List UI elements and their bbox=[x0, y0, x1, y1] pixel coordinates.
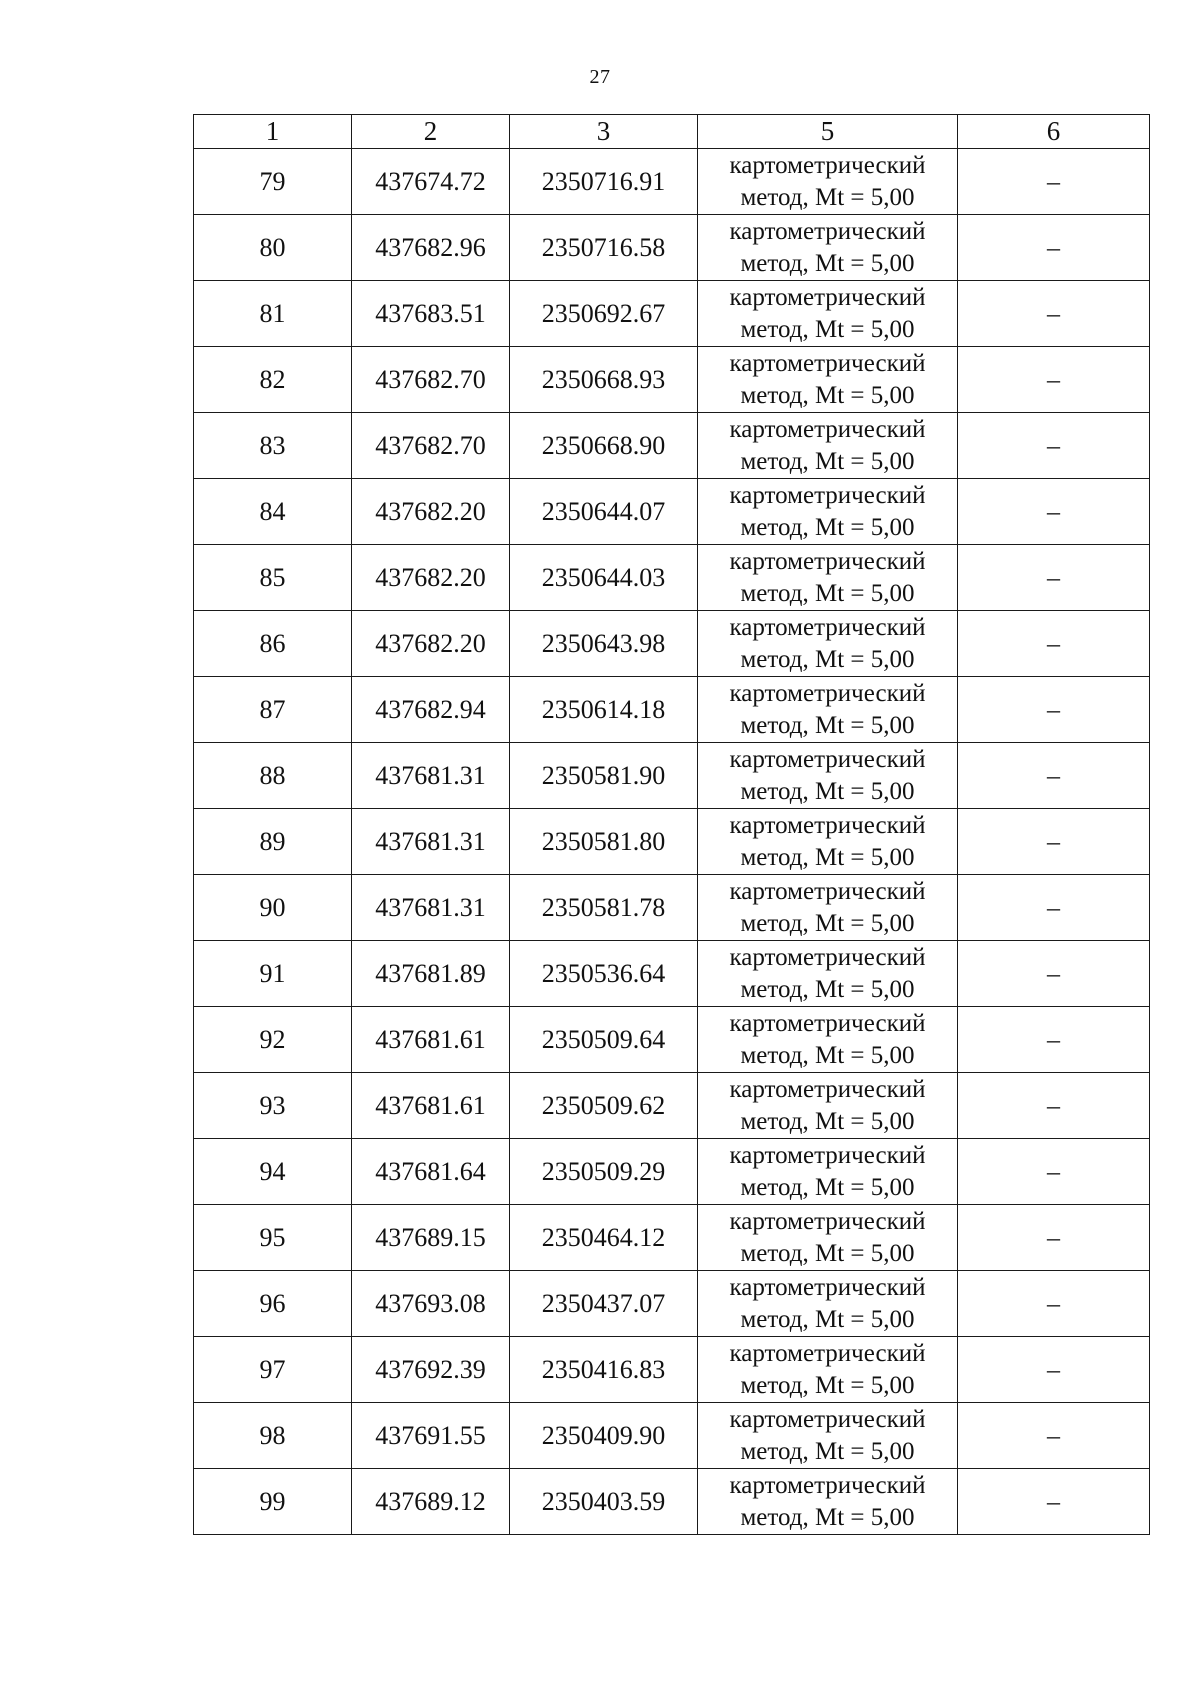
table-row bbox=[194, 1073, 1150, 1139]
point-number: 92 bbox=[194, 1007, 352, 1073]
method-cell bbox=[698, 149, 958, 215]
table-row bbox=[194, 1139, 1150, 1205]
method-cell bbox=[698, 1337, 958, 1403]
column-6-value: – bbox=[958, 1469, 1150, 1535]
point-number: 91 bbox=[194, 941, 352, 1007]
coordinate-y: 2350509.62 bbox=[510, 1073, 698, 1139]
point-number: 96 bbox=[194, 1271, 352, 1337]
table-row bbox=[194, 1403, 1150, 1469]
point-number: 97 bbox=[194, 1337, 352, 1403]
method-line-2: метод, Mt = 5,00 bbox=[740, 1107, 915, 1135]
method-cell bbox=[698, 1403, 958, 1469]
method-line-2: метод, Mt = 5,00 bbox=[740, 975, 915, 1003]
page-number: 27 bbox=[589, 66, 611, 88]
point-number: 79 bbox=[194, 149, 352, 215]
coordinate-x: 437682.20 bbox=[352, 611, 510, 677]
coordinate-x: 437681.61 bbox=[352, 1073, 510, 1139]
table-row bbox=[194, 611, 1150, 677]
method-cell bbox=[698, 215, 958, 281]
coordinate-x: 437682.70 bbox=[352, 413, 510, 479]
point-number: 87 bbox=[194, 677, 352, 743]
column-6-value: – bbox=[958, 149, 1150, 215]
header-col-6: 6 bbox=[958, 115, 1150, 149]
method-line-2: метод, Mt = 5,00 bbox=[740, 711, 915, 739]
column-6-value: – bbox=[958, 1403, 1150, 1469]
method-line-2: метод, Mt = 5,00 bbox=[740, 843, 915, 871]
method-line-1: картометрический bbox=[729, 1207, 926, 1235]
method-line-1: картометрический bbox=[729, 283, 926, 311]
method-line-1: картометрический bbox=[729, 481, 926, 509]
header-col-1: 1 bbox=[194, 115, 352, 149]
coordinate-x: 437682.20 bbox=[352, 479, 510, 545]
method-line-1: картометрический bbox=[729, 745, 926, 773]
method-line-1: картометрический bbox=[729, 1273, 926, 1301]
point-number: 83 bbox=[194, 413, 352, 479]
method-line-2: метод, Mt = 5,00 bbox=[740, 513, 915, 541]
coordinate-x: 437681.89 bbox=[352, 941, 510, 1007]
column-6-value: – bbox=[958, 479, 1150, 545]
column-6-value: – bbox=[958, 611, 1150, 677]
method-line-1: картометрический bbox=[729, 349, 926, 377]
column-6-value: – bbox=[958, 1139, 1150, 1205]
column-6-value: – bbox=[958, 1205, 1150, 1271]
coordinate-y: 2350437.07 bbox=[510, 1271, 698, 1337]
method-line-2: метод, Mt = 5,00 bbox=[740, 447, 915, 475]
point-number: 90 bbox=[194, 875, 352, 941]
coordinate-x: 437674.72 bbox=[352, 149, 510, 215]
table-row bbox=[194, 743, 1150, 809]
point-number: 88 bbox=[194, 743, 352, 809]
method-line-1: картометрический bbox=[729, 1009, 926, 1037]
point-number: 82 bbox=[194, 347, 352, 413]
method-cell bbox=[698, 809, 958, 875]
point-number: 86 bbox=[194, 611, 352, 677]
method-line-2: метод, Mt = 5,00 bbox=[740, 1305, 915, 1333]
table-row bbox=[194, 875, 1150, 941]
coordinate-x: 437681.31 bbox=[352, 875, 510, 941]
coordinate-y: 2350643.98 bbox=[510, 611, 698, 677]
method-cell bbox=[698, 347, 958, 413]
coordinate-x: 437682.96 bbox=[352, 215, 510, 281]
column-6-value: – bbox=[958, 743, 1150, 809]
point-number: 99 bbox=[194, 1469, 352, 1535]
coordinate-x: 437681.31 bbox=[352, 809, 510, 875]
method-cell bbox=[698, 1469, 958, 1535]
coordinate-y: 2350416.83 bbox=[510, 1337, 698, 1403]
method-line-2: метод, Mt = 5,00 bbox=[740, 183, 915, 211]
method-line-2: метод, Mt = 5,00 bbox=[740, 777, 915, 805]
method-line-2: метод, Mt = 5,00 bbox=[740, 315, 915, 343]
method-line-2: метод, Mt = 5,00 bbox=[740, 249, 915, 277]
header-col-5: 5 bbox=[698, 115, 958, 149]
coordinate-x: 437681.61 bbox=[352, 1007, 510, 1073]
method-line-1: картометрический bbox=[729, 613, 926, 641]
method-line-1: картометрический bbox=[729, 679, 926, 707]
method-line-1: картометрический bbox=[729, 1405, 926, 1433]
method-line-1: картометрический bbox=[729, 1075, 926, 1103]
coordinate-y: 2350668.90 bbox=[510, 413, 698, 479]
point-number: 93 bbox=[194, 1073, 352, 1139]
header-col-2: 2 bbox=[352, 115, 510, 149]
coordinate-y: 2350403.59 bbox=[510, 1469, 698, 1535]
header-row bbox=[194, 115, 1150, 149]
column-6-value: – bbox=[958, 1271, 1150, 1337]
coordinate-y: 2350581.80 bbox=[510, 809, 698, 875]
method-cell bbox=[698, 281, 958, 347]
method-line-1: картометрический bbox=[729, 1471, 926, 1499]
method-line-1: картометрический bbox=[729, 217, 926, 245]
point-number: 81 bbox=[194, 281, 352, 347]
table-row bbox=[194, 677, 1150, 743]
method-line-2: метод, Mt = 5,00 bbox=[740, 1239, 915, 1267]
method-line-1: картометрический bbox=[729, 1141, 926, 1169]
table-row bbox=[194, 1007, 1150, 1073]
method-line-2: метод, Mt = 5,00 bbox=[740, 1173, 915, 1201]
point-number: 89 bbox=[194, 809, 352, 875]
coordinate-y: 2350509.64 bbox=[510, 1007, 698, 1073]
method-line-1: картометрический bbox=[729, 1339, 926, 1367]
method-cell bbox=[698, 413, 958, 479]
coordinate-y: 2350409.90 bbox=[510, 1403, 698, 1469]
coordinate-y: 2350536.64 bbox=[510, 941, 698, 1007]
method-line-2: метод, Mt = 5,00 bbox=[740, 1437, 915, 1465]
table-row bbox=[194, 1469, 1150, 1535]
coordinate-y: 2350581.90 bbox=[510, 743, 698, 809]
coordinate-x: 437682.70 bbox=[352, 347, 510, 413]
coordinate-x: 437689.15 bbox=[352, 1205, 510, 1271]
table-row bbox=[194, 215, 1150, 281]
method-cell bbox=[698, 479, 958, 545]
method-cell bbox=[698, 743, 958, 809]
coordinate-y: 2350668.93 bbox=[510, 347, 698, 413]
column-6-value: – bbox=[958, 1073, 1150, 1139]
column-6-value: – bbox=[958, 809, 1150, 875]
method-line-1: картометрический bbox=[729, 877, 926, 905]
coordinate-x: 437682.20 bbox=[352, 545, 510, 611]
column-6-value: – bbox=[958, 1337, 1150, 1403]
method-line-2: метод, Mt = 5,00 bbox=[740, 909, 915, 937]
method-cell bbox=[698, 1007, 958, 1073]
method-cell bbox=[698, 611, 958, 677]
table-row bbox=[194, 941, 1150, 1007]
method-cell bbox=[698, 941, 958, 1007]
column-6-value: – bbox=[958, 545, 1150, 611]
point-number: 80 bbox=[194, 215, 352, 281]
column-6-value: – bbox=[958, 215, 1150, 281]
coordinate-y: 2350716.91 bbox=[510, 149, 698, 215]
column-6-value: – bbox=[958, 413, 1150, 479]
table-row bbox=[194, 809, 1150, 875]
table-row bbox=[194, 281, 1150, 347]
coordinate-y: 2350581.78 bbox=[510, 875, 698, 941]
method-line-1: картометрический bbox=[729, 151, 926, 179]
coordinate-x: 437692.39 bbox=[352, 1337, 510, 1403]
method-line-2: метод, Mt = 5,00 bbox=[740, 1041, 915, 1069]
header-col-3: 3 bbox=[510, 115, 698, 149]
coordinate-x: 437691.55 bbox=[352, 1403, 510, 1469]
table-row bbox=[194, 149, 1150, 215]
coordinate-y: 2350692.67 bbox=[510, 281, 698, 347]
table-row bbox=[194, 1271, 1150, 1337]
method-line-2: метод, Mt = 5,00 bbox=[740, 645, 915, 673]
method-cell bbox=[698, 875, 958, 941]
method-cell bbox=[698, 677, 958, 743]
table-row bbox=[194, 545, 1150, 611]
table-row bbox=[194, 479, 1150, 545]
coordinate-y: 2350464.12 bbox=[510, 1205, 698, 1271]
coordinate-y: 2350614.18 bbox=[510, 677, 698, 743]
method-line-1: картометрический bbox=[729, 547, 926, 575]
method-cell bbox=[698, 1205, 958, 1271]
column-6-value: – bbox=[958, 677, 1150, 743]
point-number: 95 bbox=[194, 1205, 352, 1271]
point-number: 98 bbox=[194, 1403, 352, 1469]
method-line-1: картометрический bbox=[729, 415, 926, 443]
point-number: 84 bbox=[194, 479, 352, 545]
coordinate-y: 2350644.07 bbox=[510, 479, 698, 545]
table-row bbox=[194, 1337, 1150, 1403]
coordinates-table bbox=[193, 114, 1150, 1535]
coordinate-y: 2350716.58 bbox=[510, 215, 698, 281]
method-line-2: метод, Mt = 5,00 bbox=[740, 1503, 915, 1531]
method-line-1: картометрический bbox=[729, 811, 926, 839]
point-number: 94 bbox=[194, 1139, 352, 1205]
method-line-2: метод, Mt = 5,00 bbox=[740, 381, 915, 409]
method-cell bbox=[698, 545, 958, 611]
method-cell bbox=[698, 1139, 958, 1205]
column-6-value: – bbox=[958, 347, 1150, 413]
coordinate-x: 437682.94 bbox=[352, 677, 510, 743]
method-cell bbox=[698, 1271, 958, 1337]
column-6-value: – bbox=[958, 941, 1150, 1007]
coordinate-x: 437693.08 bbox=[352, 1271, 510, 1337]
coordinate-x: 437681.31 bbox=[352, 743, 510, 809]
column-6-value: – bbox=[958, 281, 1150, 347]
column-6-value: – bbox=[958, 875, 1150, 941]
coordinate-x: 437689.12 bbox=[352, 1469, 510, 1535]
table-row bbox=[194, 347, 1150, 413]
method-cell bbox=[698, 1073, 958, 1139]
coordinate-x: 437681.64 bbox=[352, 1139, 510, 1205]
table-row bbox=[194, 413, 1150, 479]
coordinate-x: 437683.51 bbox=[352, 281, 510, 347]
method-line-2: метод, Mt = 5,00 bbox=[740, 1371, 915, 1399]
coordinate-y: 2350644.03 bbox=[510, 545, 698, 611]
method-line-1: картометрический bbox=[729, 943, 926, 971]
table-row bbox=[194, 1205, 1150, 1271]
table-body bbox=[194, 149, 1150, 1535]
point-number: 85 bbox=[194, 545, 352, 611]
coordinate-y: 2350509.29 bbox=[510, 1139, 698, 1205]
column-6-value: – bbox=[958, 1007, 1150, 1073]
method-line-2: метод, Mt = 5,00 bbox=[740, 579, 915, 607]
